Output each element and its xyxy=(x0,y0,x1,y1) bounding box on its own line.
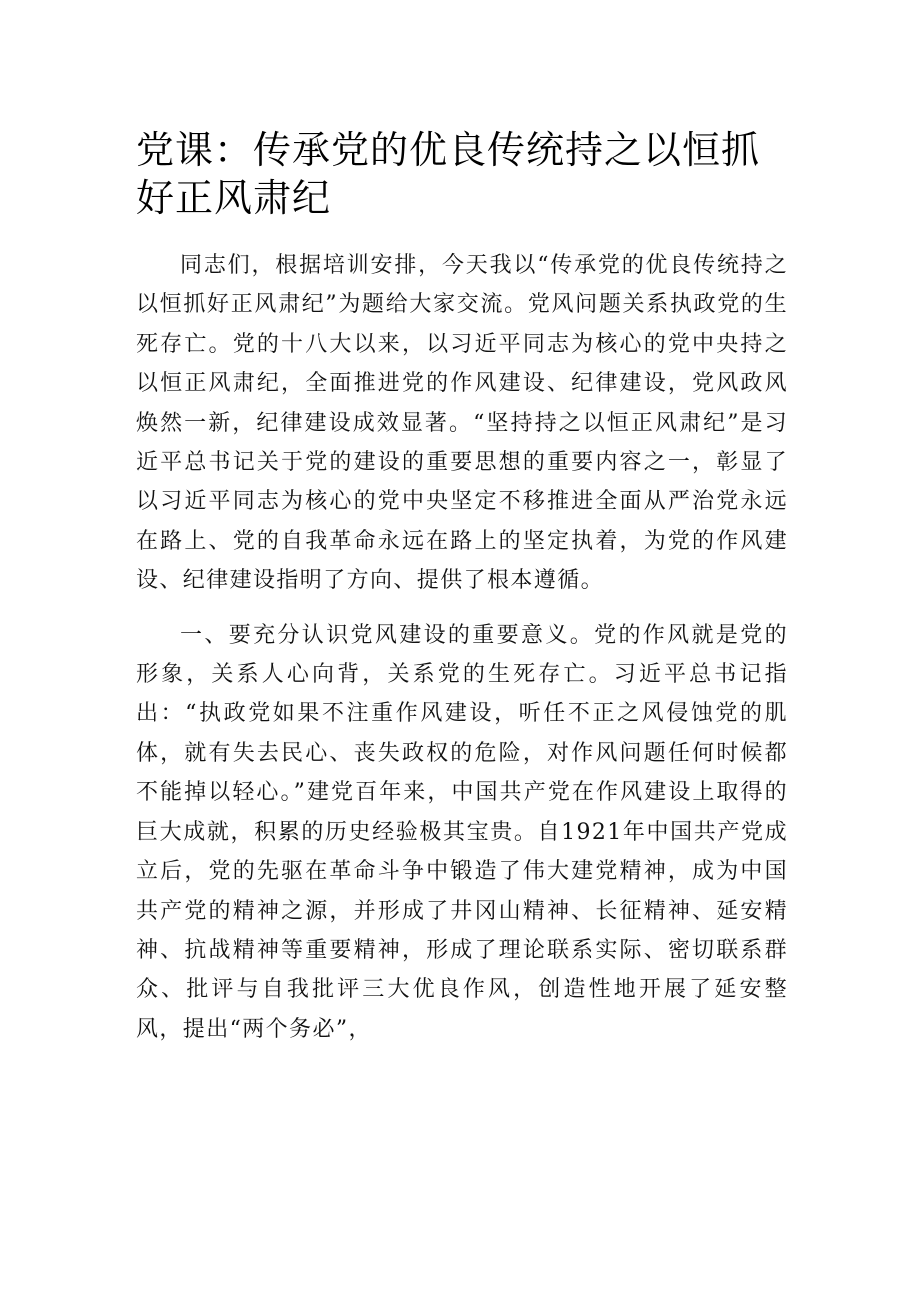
paragraph-intro: 同志们，根据培训安排，今天我以“传承党的优良传统持之以恒抓好正风肃纪”为题给大家交流。党风问题关系执政党的生死存亡。党的十八大以来，以习近平同志为核心的党中央持之以恒正风肃纪，全面推进党的作风建设、纪律建设，党风政风焕然一新，纪律建设成效显著。“坚持持之以恒正风肃纪”是习近平总书记关于党的建设的重要思想的重要内容之一，彰显了以习近平同志为核心的党中央坚定不移推进全面从严治党永远在路上、党的自我革命永远在路上的坚定执着，为党的作风建设、纪律建设指明了方向、提供了根本遵循。 xyxy=(136,253,788,594)
document-title: 党课：传承党的优良传统持之以恒抓好正风肃纪 xyxy=(136,128,761,220)
paragraph-section-one: 一、要充分认识党风建设的重要意义。党的作风就是党的形象，关系人心向背，关系党的生死存亡。习近平总书记指出：“执政党如果不注重作风建设，听任不正之风侵蚀党的肌体，就有失去民心、丧失政权的危险，对作风问题任何时候都不能掉以轻心。”建党百年来，中国共产党在作风建设上取得的巨大成就，积累的历史经验极其宝贵。自1921年中国共产党成立后，党的先驱在革命斗争中锻造了伟大建党精神，成为中国共产党的精神之源，并形成了井冈山精神、长征精神、延安精神、抗战精神等重要精神，形成了理论联系实际、密切联系群众、批评与自我批评三大优良作风，创造性地开展了延安整风，提出“两个务必”， xyxy=(136,622,788,1042)
document-body xyxy=(136,126,788,1049)
